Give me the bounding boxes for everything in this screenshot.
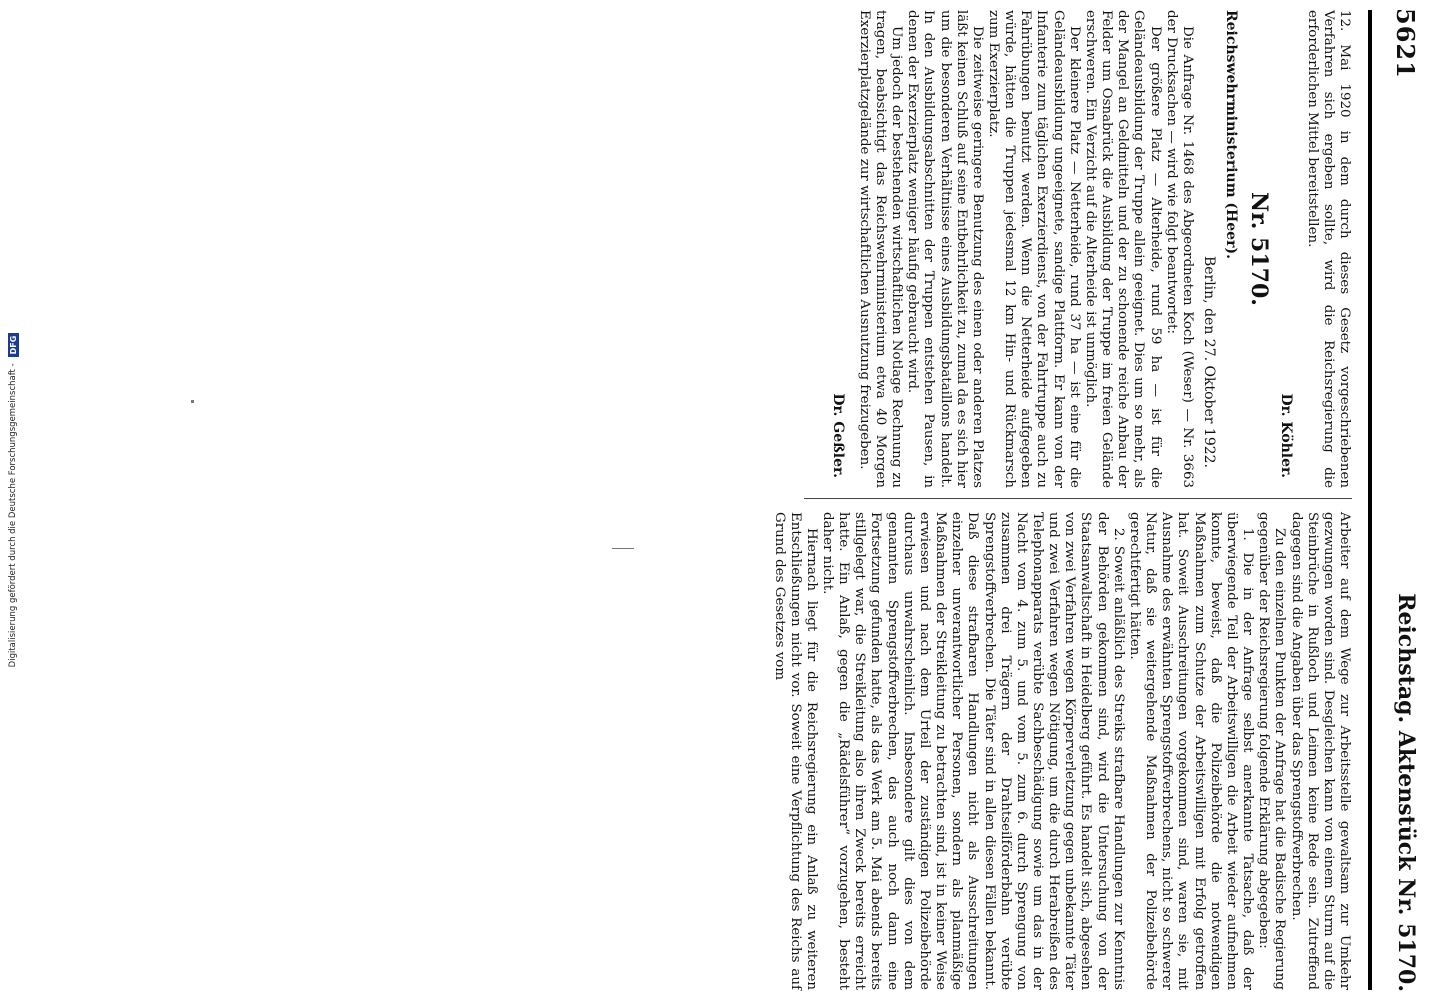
left-column (823, 10, 1352, 488)
paragraph: Zu den einzelnen Punkten der Anfrage hat die Badische Regierung gegenüber der Reichsregierung folgende Erklärung abgegeben: (1256, 512, 1288, 990)
page-header (1386, 8, 1426, 992)
column-divider (804, 498, 1352, 499)
date-line: Berlin, den 27. Oktober 1922. (1201, 255, 1218, 468)
scan-dot (191, 400, 194, 403)
paragraph: Der kleinere Platz — Netterheide, rund 37 ha — ist eine für die Geländeausbildung ungeeignete, sandige Plattform. Er kann von der Infanterie zum täglichen Exerzierdienst, von der Fahrtruppe auch zu Fahrübungen benutzt werden. Wenn die Netterheide aufgegeben würde, hätten die Truppen jedesmal 12 km Hin- und Rückmarsch zum Exerzierplatz. (986, 10, 1082, 488)
ministry-heading: Reichswehrministerium (Heer). (1223, 10, 1240, 259)
dfg-logo: DFG (8, 333, 19, 358)
page-number: 5621 (1391, 8, 1421, 79)
paragraph: Arbeiter auf dem Wege zur Arbeitsstelle gewaltsam zur Umkehr gezwungen worden sind. Desgleichen kann von einem Sturm auf die Steinbrüche in Rußloch und Leimen keine Rede sein. Zutreffend dagegen sind die Angaben über das Sprengstoffverbrechen. (1288, 512, 1352, 990)
paragraph: 1. Die in der Anfrage selbst anerkannte Tatsache, daß der überwiegende Teil der Arbeitswilligen die Arbeit wieder aufnehmen konnte, beweist, daß die Polizeibehörde die notwendigen Maßnahmen zum Schutze der Arbeitswilligen mit Erfolg getroffen hat. Soweit Ausschreitungen vorgekommen sind, waren sie, mit Ausnahme des erwähnten Sprengstoffverbrechens, nicht so schwerer Natur, daß sie weitergehende Maßnahmen der Polizeibehörde gerechtfertigt hätten. (1126, 512, 1256, 990)
paragraph: Um jedoch der bestehenden wirtschaftlichen Notlage Rechnung zu tragen, beabsichtigt das Reichswehrministerium etwa 40 Morgen Exerzierplatzgelände zur wirtschaftlichen Ausnutzung freizugeben. (856, 10, 905, 488)
footer-text: Digitalisierung gefördert durch die Deutsche Forschungsgemeinschaft - (8, 363, 18, 668)
paragraph: 12. Mai 1920 in dem durch dieses Gesetz vorgeschriebenen Verfahren sich ergeben sollte, wird die Reichsregierung die erforderlichen Mittel bereitstellen. (1304, 10, 1352, 488)
paragraph: Die Anfrage Nr. 1468 des Abgeordneten Koch (Weser) — Nr. 3663 der Drucksachen — wird wie folgt beantwortet: (1163, 10, 1195, 488)
paragraph: 2. Soweit anläßlich des Streiks strafbare Handlungen zur Kenntnis der Behörden gekommen sind, wird die Untersuchung von der Staatsanwaltschaft in Heidelberg geführt. Es handelt sich, abgesehen von zwei Verfahren wegen Körperverletzung gegen unbekannte Täter und zwei Verfahren wegen Nötigung, um die durch Herabreißen des Telephonapparats verübte Sachbeschädigung sowie um das in der Nacht vom 4. zum 5. und vom 5. zum 6. durch Sprengung von zusammen drei Trägern der Drahtseilförderbahn verübte Sprengstoffverbrechen. Die Täter sind in allen diesen Fällen bekannt. Daß diese strafbaren Handlungen nicht als Ausschreitungen einzelner unverantwortlicher Personen, sondern als planmäßige Maßnahmen der Streikleitung zu betrachten sind, ist in keiner Weise erwiesen und nach dem Urteil der zuständigen Polizeibehörde durchaus unwahrscheinlich. Insbesondere gilt dies von dem genannten Sprengstoffverbrechen, das auch noch dann eine Fortsetzung gefunden hatte, als das Werk am 5. Mai abends bereits stillgelegt war, die Streikleitung also ihren Zweck bereits erreicht hatte. Ein Anlaß, gegen die „Rädelsführer“ vorzugehen, besteht daher nicht. (820, 512, 1126, 990)
signature: Dr. Köhler. (1277, 393, 1294, 478)
scan-mark (612, 548, 634, 549)
header-rule (1368, 10, 1372, 990)
paragraph: Der größere Platz — Alterheide, rund 59 ha — ist für die Geländeausbildung der Truppe allein geeignet. Dies um so mehr, als der Mangel an Geldmitteln und der zu schonende reiche Anbau der Felder um Osnabrück die Ausbildung der Truppe im freien Gelände erschweren. Ein Verzicht auf die Alterheide ist unmöglich. (1082, 10, 1163, 488)
running-title: Reichstag. Aktenstück Nr. 5170. (1393, 593, 1419, 992)
right-column (770, 512, 1352, 990)
paragraph: Die zeitweise geringere Benutzung des einen oder anderen Platzes läßt keinen Schluß auf seine Entbehrlichkeit zu, zumal da es sich hier um die besonderen Verhältnisse eines Ausbildungsbataillons handelt. In den Ausbildungsabschnitten der Truppen entstehen Pausen, in denen der Exerzierplatz weniger häufig gebraucht wird. (905, 10, 985, 488)
paragraph: Hiernach liegt für die Reichsregierung ein Anlaß zu weiteren Entschließungen nicht vor. Soweit eine Verpflichtung des Reichs auf Grund des Gesetzes vom (771, 512, 819, 990)
signature: Dr. Geßler. (829, 393, 846, 478)
digitization-footer (4, 0, 22, 1000)
document-number: Nr. 5170. (1246, 192, 1273, 306)
blank-page-area (184, 0, 804, 1000)
